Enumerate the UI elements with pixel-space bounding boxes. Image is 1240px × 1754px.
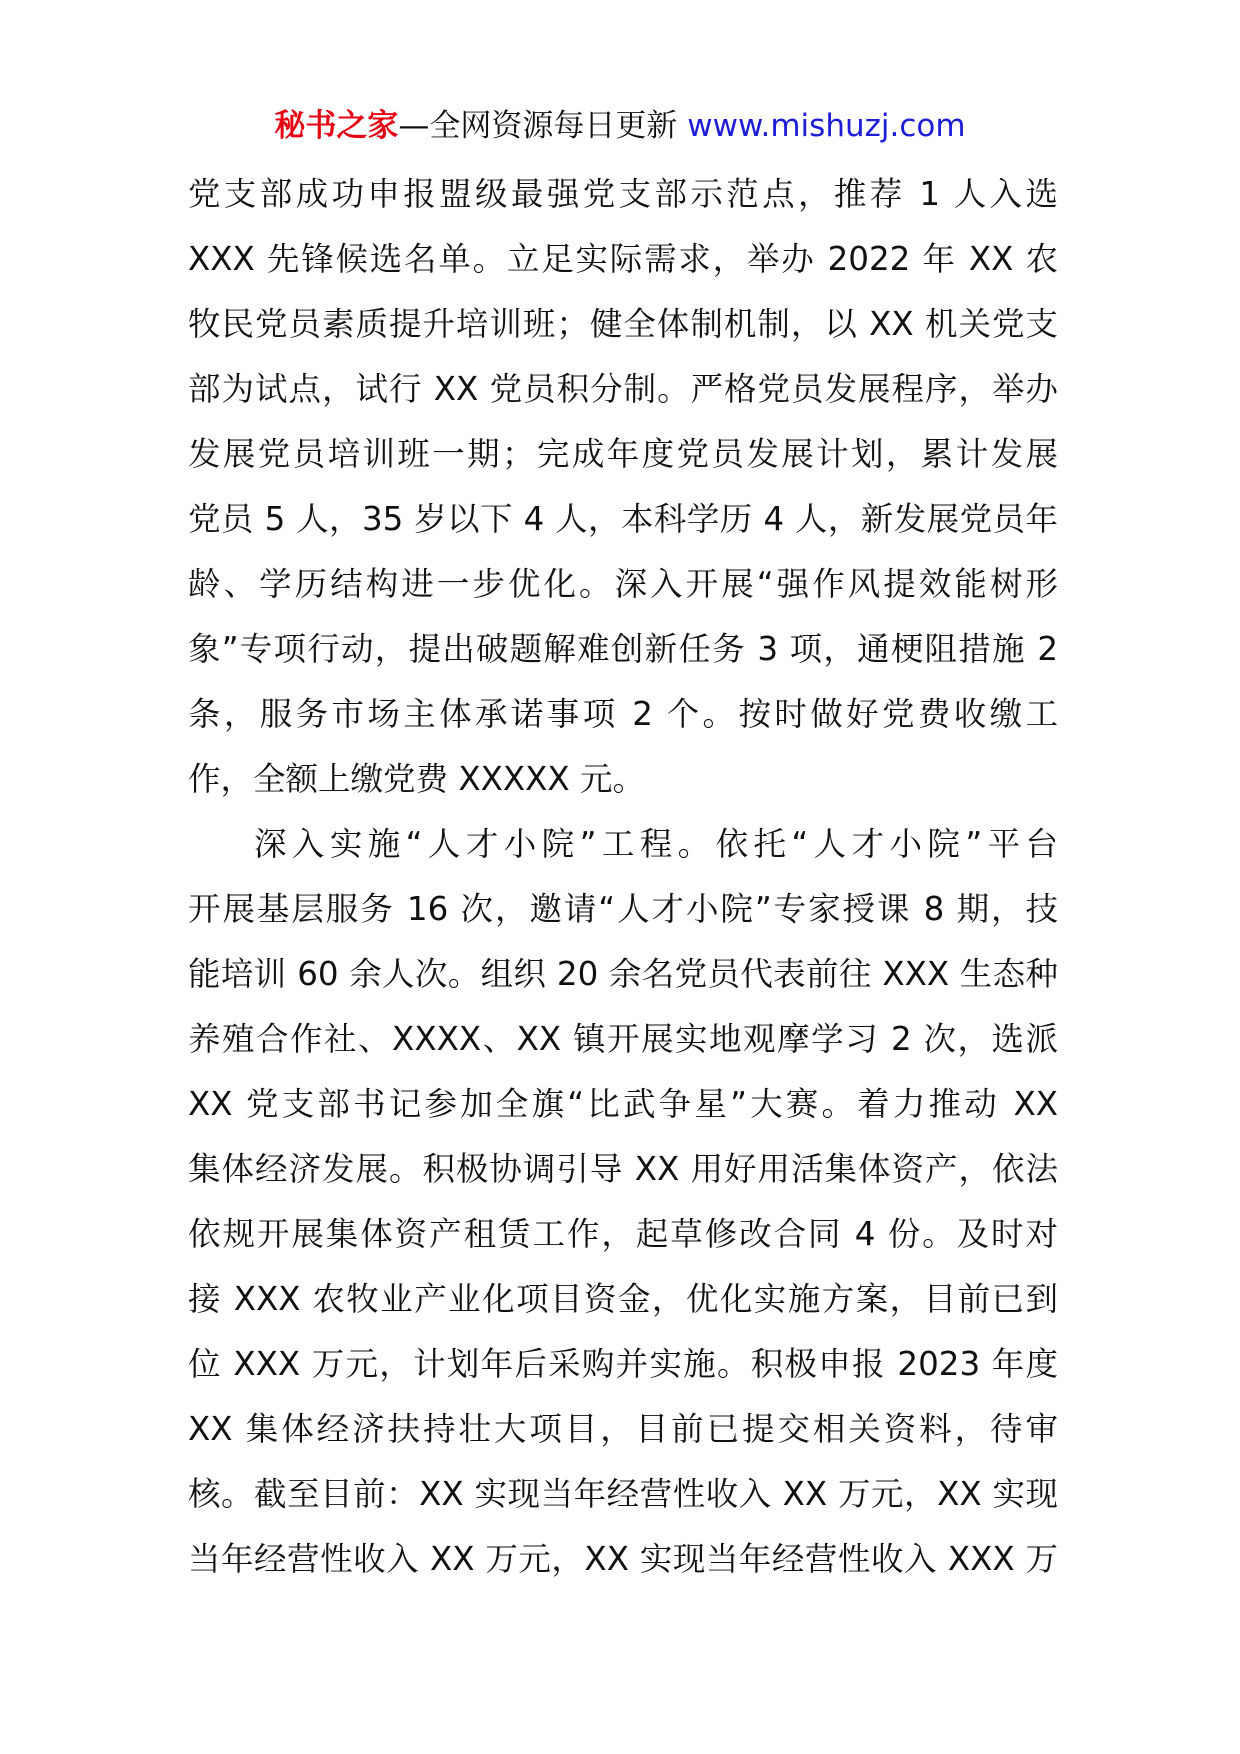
text-line: 位 XXX 万元，计划年后采购并实施。积极申报 2023 年度 bbox=[188, 1345, 1058, 1383]
text-line: 能培训 60 余人次。组织 20 余名党员代表前往 XXX 生态种 bbox=[188, 955, 1058, 993]
text-line: 发展党员培训班一期；完成年度党员发展计划，累计发展 bbox=[188, 435, 1058, 473]
text-line: 核。截至目前：XX 实现当年经营性收入 XX 万元，XX 实现 bbox=[188, 1475, 1058, 1513]
text-line: 党员 5 人，35 岁以下 4 人，本科学历 4 人，新发展党员年 bbox=[188, 500, 1058, 538]
text-line: 龄、学历结构进一步优化。深入开展“强作风提效能树形 bbox=[188, 565, 1058, 603]
site-header bbox=[0, 104, 1240, 148]
text-line: 接 XXX 农牧业产业化项目资金，优化实施方案，目前已到 bbox=[188, 1280, 1058, 1318]
document-body bbox=[188, 162, 1058, 1592]
brand-name: 秘书之家 bbox=[274, 108, 399, 144]
text-line: 依规开展集体资产租赁工作，起草修改合同 4 份。及时对 bbox=[188, 1215, 1058, 1253]
text-line: 条，服务市场主体承诺事项 2 个。按时做好党费收缴工 bbox=[188, 695, 1058, 733]
text-line: 牧民党员素质提升培训班；健全体制机制，以 XX 机关党支 bbox=[188, 305, 1058, 343]
text-line: 集体经济发展。积极协调引导 XX 用好用活集体资产，依法 bbox=[188, 1150, 1058, 1188]
text-line: XXX 先锋候选名单。立足实际需求，举办 2022 年 XX 农 bbox=[188, 240, 1058, 278]
text-line: 党支部成功申报盟级最强党支部示范点，推荐 1 人入选 bbox=[188, 175, 1058, 213]
text-line: 深入实施“人才小院”工程。依托“人才小院”平台 bbox=[254, 825, 1058, 863]
text-line: 当年经营性收入 XX 万元，XX 实现当年经营性收入 XXX 万 bbox=[188, 1540, 1058, 1578]
text-line: XX 党支部书记参加全旗“比武争星”大赛。着力推动 XX bbox=[188, 1085, 1058, 1123]
paragraph-2 bbox=[188, 812, 1058, 1592]
text-line: 象”专项行动，提出破题解难创新任务 3 项，通梗阻措施 2 bbox=[188, 630, 1058, 668]
text-line: XX 集体经济扶持壮大项目，目前已提交相关资料，待审 bbox=[188, 1410, 1058, 1448]
site-url-link[interactable]: www.mishuzj.com bbox=[687, 108, 966, 144]
paragraph-1 bbox=[188, 162, 1058, 812]
text-line: 养殖合作社、XXXX、XX 镇开展实地观摩学习 2 次，选派 bbox=[188, 1020, 1058, 1058]
text-line: 部为试点，试行 XX 党员积分制。严格党员发展程序，举办 bbox=[188, 370, 1058, 408]
header-tagline: —全网资源每日更新 bbox=[398, 108, 678, 144]
text-line: 开展基层服务 16 次，邀请“人才小院”专家授课 8 期，技 bbox=[188, 890, 1058, 928]
text-line: 作，全额上缴党费 XXXXX 元。 bbox=[188, 760, 645, 798]
